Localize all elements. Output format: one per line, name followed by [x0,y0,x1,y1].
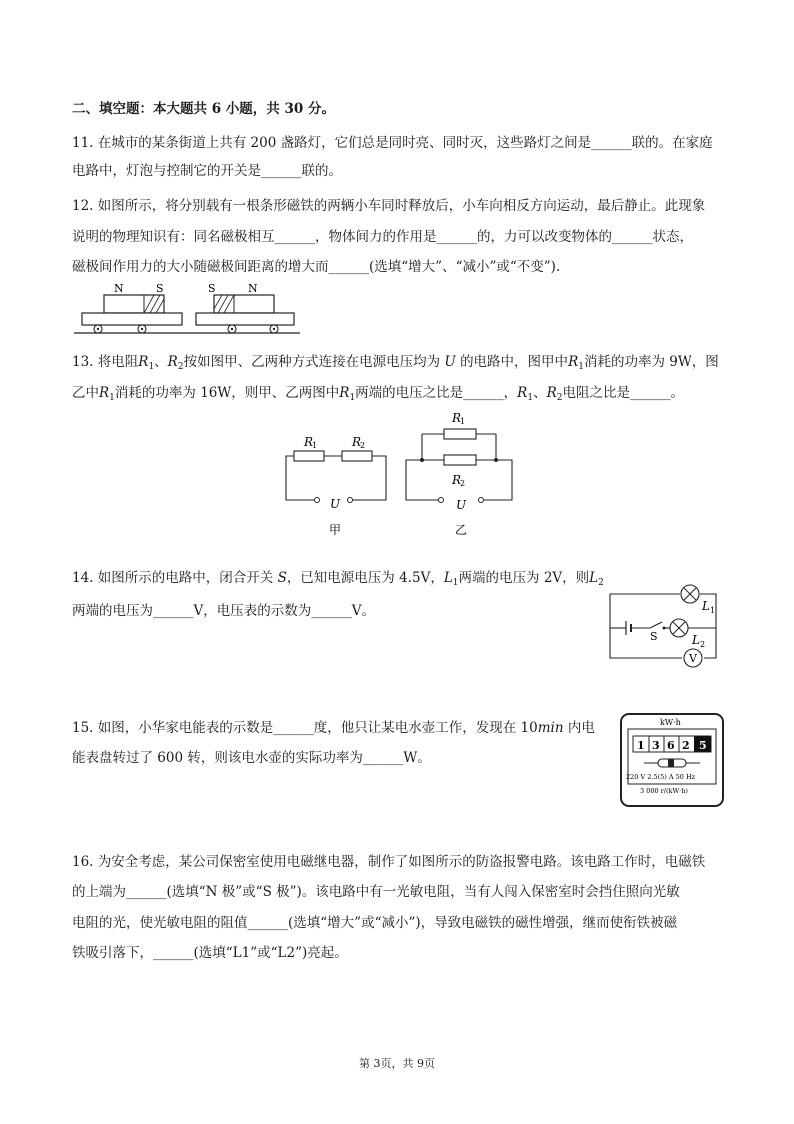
l2-label: L [692,633,700,647]
terminal [439,498,444,503]
r1-label: R [452,411,462,425]
section-title: 二、填空题：本大题共 6 小题，共 30 分。 [72,101,335,117]
q11-line2: 电路中，灯泡与控制它的开关是______联的。 [72,163,342,179]
svg-text:2: 2 [360,441,366,450]
voltmeter-label: V [689,652,697,665]
meter-spec: 220 V 2.5(5) A 50 Hz [626,773,696,781]
q13-line2: 乙中$R_1$消耗的功率为 16W，则甲、乙两图中$R_1$两端的电压之比是______，$R_1$、$R_2$电阻之比是______。 [72,385,684,403]
resistor-r1 [444,429,476,439]
meter-digit: 3 [652,739,660,752]
meter-digit: 2 [682,739,690,752]
voltage-u-label: U [456,498,467,512]
q16-line2: 的上端为______(选填“N 极”或“S 极”)。该电路中有一光敏电阻，当有人闯入保密室时会挡住照向光敏 [72,884,680,900]
svg-text:2: 2 [460,479,466,488]
meter-unit: kW·h [660,718,681,727]
magnet-2-left-pole: S [208,282,216,295]
terminal [479,498,484,503]
q13-parallel-circuit [404,404,514,540]
q16-line1: 16. 为安全考虑，某公司保密室使用电磁继电器，制作了如图所示的防盗报警电路。该电路工作时，电磁铁 [72,854,706,870]
svg-text:2: 2 [700,640,706,649]
q15-line1: 15. 如图，小华家电能表的示数是______度，他只让某电水壶工作，发现在 10min 内电 [72,720,595,736]
r2-label: R [352,435,362,449]
svg-text:1: 1 [460,417,466,426]
q15-line2: 能表盘转过了 600 转，则该电水壶的实际功率为______W。 [72,750,431,766]
svg-text:1: 1 [312,441,318,450]
q14-line1: 14. 如图所示的电路中，闭合开关 S，已知电源电压为 4.5V，$L_1$两端的电压为 2V，则$L_2$ [72,570,604,588]
magnet-1-right-pole: S [156,282,164,295]
q16-line4: 铁吸引落下，______(选填“L1”或“L2”)亮起。 [72,945,348,961]
q14-circuit [604,578,724,665]
l1-label: L [702,599,710,613]
caption-jia: 甲 [329,523,342,537]
magnet-1-left-pole: N [114,282,124,295]
q14-line2: 两端的电压为______V，电压表的示数为______V。 [72,603,375,619]
svg-text:1: 1 [710,606,716,615]
cart-1 [82,313,182,325]
switch-icon [650,622,662,628]
electric-meter [620,713,726,809]
q12-cart-figure [74,283,304,339]
q11-line1: 11. 在城市的某条街道上共有 200 盏路灯，它们总是同时亮、同时灭，这些路灯之间是______联的。在家庭 [72,135,713,151]
terminal [315,498,320,503]
q12-line2: 说明的物理知识有：同名磁极相互______，物体间力的作用是______的，力可以改变物体的______状态， [72,229,693,245]
r1-label: R [304,435,314,449]
caption-yi: 乙 [455,523,468,537]
resistor-r2 [444,455,476,465]
r2-label: R [452,473,462,487]
q16-line3: 电阻的光，使光敏电阻的阻值______(选填“增大”或“减小”)，导致电磁铁的磁性增强，继而使衔铁被磁 [72,915,678,931]
meter-digit: 1 [637,739,645,752]
terminal [348,498,353,503]
page-footer: 第 3页，共 9页 [359,1057,435,1070]
resistor-r1 [294,451,324,461]
meter-digit: 5 [699,739,707,752]
meter-digit: 6 [667,739,675,752]
switch-label: S [650,630,658,643]
resistor-r2 [342,451,372,461]
q13-line1: 13. 将电阻$R_1$、$R_2$按如图甲、乙两种方式连接在电源电压均为 U 的电路中，图甲中$R_1$消耗的功率为 9W，图 [72,354,719,372]
cart-2 [196,313,294,325]
q12-line3: 磁极间作用力的大小随磁极间距离的增大而______(选填“增大”、“减小”或“不变”). [72,259,561,275]
meter-rev-constant: 3 000 r/(kW·h) [640,787,688,795]
voltage-u-label: U [330,497,341,511]
magnet-2-right-pole: N [248,282,258,295]
q13-series-circuit [284,428,394,538]
q12-line1: 12. 如图所示，将分别载有一根条形磁铁的两辆小车同时释放后，小车向相反方向运动，最后静止。此现象 [72,198,706,214]
